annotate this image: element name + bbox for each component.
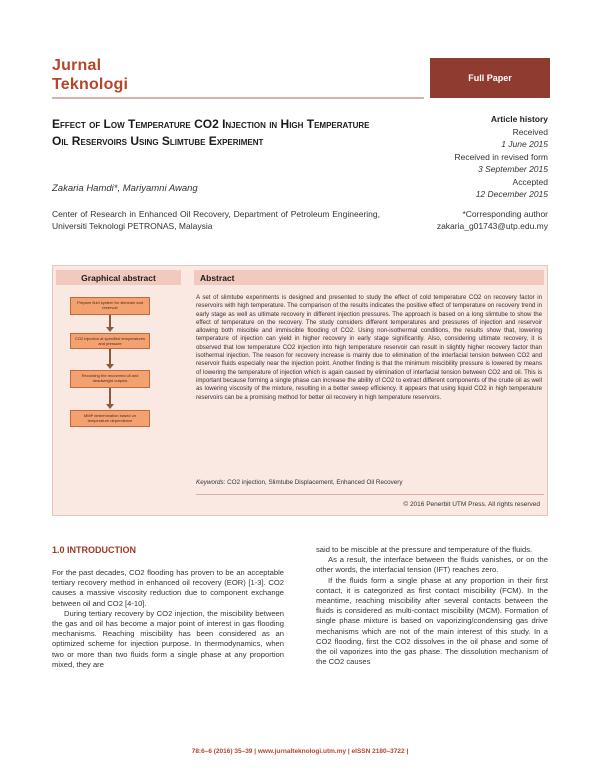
graphical-abstract-heading: Graphical abstract <box>56 270 181 285</box>
corresponding-label: *Corresponding author <box>462 209 548 219</box>
page-footer: 78:6–6 (2016) 35–39 | www.jurnalteknologi.utm.my | eISSN 2180–3722 | <box>191 748 409 755</box>
body-column-left <box>52 568 284 670</box>
paragraph: During tertiary recovery by CO2 injection, the miscibility between the gas and oil has become a major point of interest in gas flooding mechanisms. Reaching miscibility has been considered as an optimized scheme for injection purpose. In thermodynamics, when two or more than two fluids form a single phase at any proportion mixed, they are <box>52 608 284 669</box>
affiliation: Center of Research in Enhanced Oil Recovery, Department of Petroleum Engineering, Universiti Teknologi PETRONAS, Malaysia <box>52 209 380 231</box>
authors: Zakaria Hamdi*, Mariyamni Awang <box>52 183 198 194</box>
flow-arrow-head-1 <box>106 327 114 332</box>
flow-step-1: Prepare fluid system for slimtube and reservoir <box>70 297 150 315</box>
paragraph: said to be miscible at the pressure and temperature of the fluids. <box>316 545 533 554</box>
body-column-right <box>316 545 548 667</box>
received-date: 1 June 2015 <box>501 139 548 149</box>
flow-arrow-3 <box>109 388 111 405</box>
journal-name <box>52 56 128 94</box>
copyright: © 2016 Penerbit UTM Press. All rights reserved <box>403 501 540 508</box>
abstract-text: A set of slimtube experiments is designed and presented to study the effect of cold temperature CO2 on recovery factor in reservoirs with high temperature. The comparison of the results indicates the positive effect of temperature on recovery trend in early stage as well as ultimate recovery in different injection pressures. The approach is based on a long slimtube to show the effect of temperature on the recovery. The study considers different temperatures and pressures of injection and reservoir allowing both miscible and immiscible flooding of CO2. Using non-isothermal conditions, the results show that, lowering temperature of injection can yield in higher recovery in early stage significantly. Also, considering ultimate recovery, it is observed that low temperature CO2 injection into high temperature reservoir can result in slightly higher recovery factor than isothermal injection. The reason for recovery increase is mainly due to elimination of the interfacial tension between CO2 and reservoir fluids especially near the injection point. Another finding is that the minimum miscibility pressure is lowered by means of lowering the temperature of injection which is again caused by elimination of interfacial tension between CO2 and oil. This is important because forming a single phase can increase the ability of CO2 to extract different components of the crude oil as well as lowering viscosity of the mixture, resulting in a better sweep efficiency. It appears that using liquid CO2 in high temperature reservoirs can be a promising method for better oil recovery in high temperature reservoirs. <box>196 294 542 401</box>
journal-name-line1: Jurnal <box>52 57 102 74</box>
history-heading: Article history <box>490 114 548 124</box>
corresponding-email: zakaria_g01743@utp.edu.my <box>436 221 548 231</box>
abstract-heading: Abstract <box>194 270 544 285</box>
revised-date: 3 September 2015 <box>478 164 548 174</box>
accepted-date: 12 December 2015 <box>475 189 548 199</box>
flow-step-4: MMP determination based on temperature dependence <box>70 410 150 427</box>
keywords-list: : CO2 injection, Slimtube Displacement, Enhanced Oil Recovery <box>223 479 403 486</box>
paragraph: For the past decades, CO2 flooding has proven to be an acceptable tertiary recovery method in enhanced oil recovery (EOR) [1-3]. CO2 causes a massive viscosity reduction due to component exchange between oil and CO2 [4-10]. <box>52 568 284 608</box>
full-paper-badge: Full Paper <box>430 58 550 98</box>
copyright-rule <box>196 494 544 495</box>
received-label: Received <box>512 126 548 137</box>
flow-arrow-2 <box>109 349 111 365</box>
flow-arrow-head-2 <box>106 364 114 369</box>
revised-label: Received in revised form <box>454 151 548 162</box>
article-title: Effect of Low Temperature CO2 Injection in High Temperature Oil Reservoirs Using Slimtube Experiment <box>52 117 370 148</box>
section-heading: 1.0 INTRODUCTION <box>52 545 137 555</box>
paragraph: If the fluids form a single phase at any proportion in their first contact, it is categorized as first contact miscibility (FCM). In the meantime, reaching miscibility after several contacts between the fluids is considered as multi-contact miscibility (MCM). Formation of single phase mixture is based on vaporizing/condensing gas drive mechanisms which are not of the main interest of this study. In a CO2 flooding, first the CO2 dissolves in the oil phase and some of the oil vaporizes into the gas phase. The dissolution mechanism of the CO2 causes <box>316 575 548 667</box>
flow-step-3: Recording the recovered oil and deadweight outputs <box>70 370 150 388</box>
flow-arrow-head-3 <box>106 404 114 409</box>
keywords-label: Keywords <box>196 479 224 486</box>
flow-step-2: CO2 injection at specified temperatures and pressure <box>70 333 150 349</box>
journal-name-line2: Teknologi <box>52 76 129 93</box>
paragraph: As a result, the interface between the fluids vanishes, or on the other words, the interfacial tension (IFT) reaches zero. <box>316 555 548 575</box>
accepted-label: Accepted <box>512 176 548 187</box>
header-rule <box>52 97 424 99</box>
corresponding-author <box>378 208 548 232</box>
keywords <box>196 479 403 486</box>
article-history <box>398 113 548 201</box>
